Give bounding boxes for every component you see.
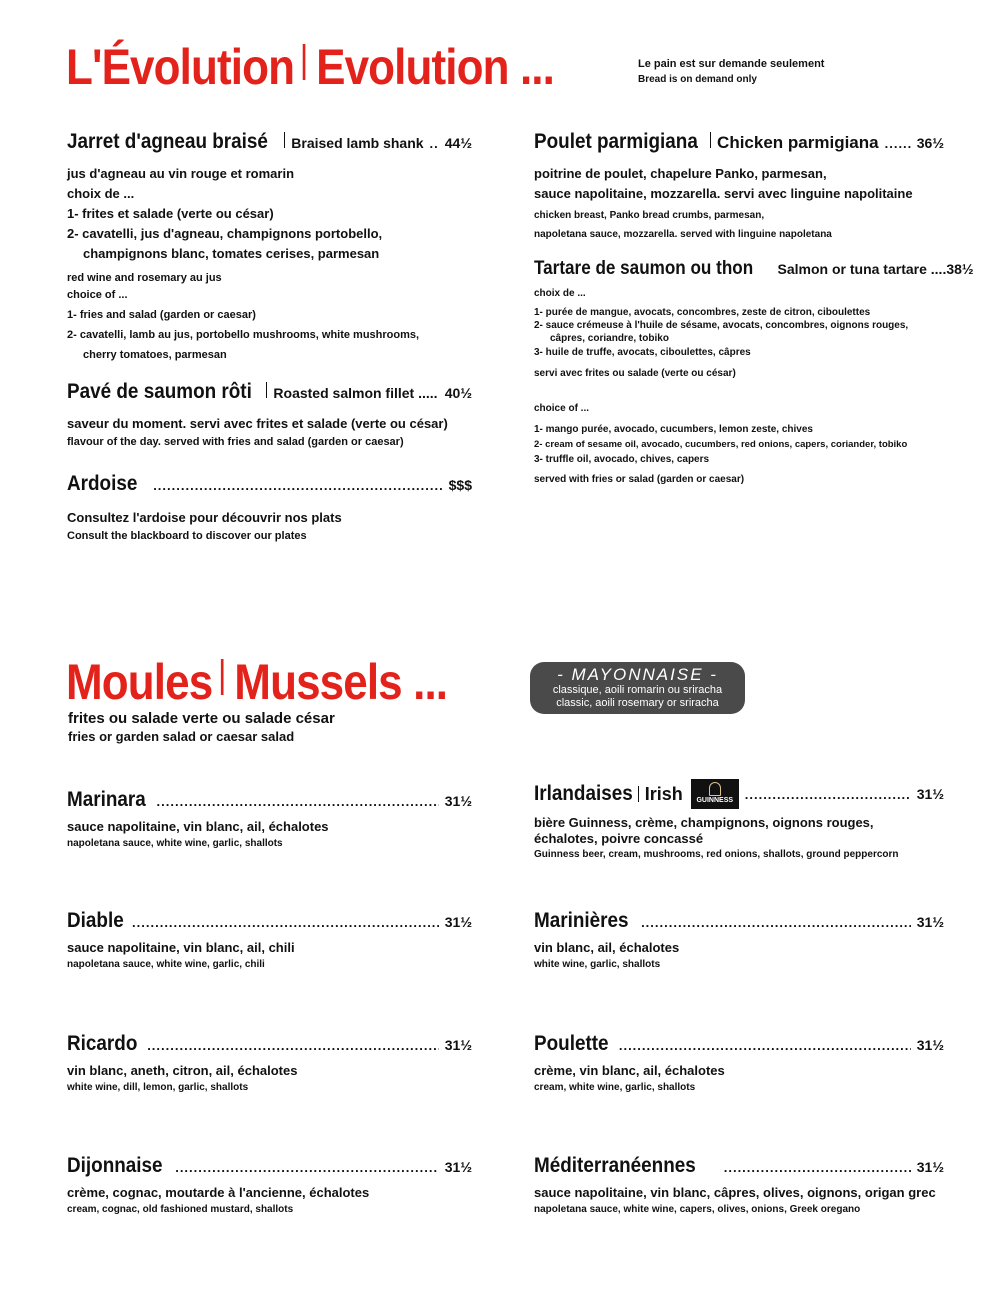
item-desc-fr: servi avec frites ou salade (verte ou césar) (534, 368, 736, 379)
evolution-title (66, 39, 554, 95)
item-name: Diable (67, 909, 124, 932)
menu-item-tartare (534, 258, 974, 487)
item-name: Irlandaises (534, 782, 633, 805)
item-price: 31½ (916, 786, 944, 802)
item-desc-fr: jus d'agneau au vin rouge et romarin (67, 166, 295, 181)
item-price: 38½ (946, 261, 974, 277)
item-name: Pavé de saumon rôti (67, 380, 252, 403)
item-name: Jarret d'agneau braisé (67, 130, 268, 153)
item-desc-fr: bière Guinness, crème, champignons, oignons rouges, (534, 815, 874, 830)
item-desc-fr: 2- cavatelli, jus d'agneau, champignons portobello, (67, 226, 383, 241)
mussel-item-marinieres (534, 909, 944, 972)
item-desc-en: napoletana sauce, mozzarella. served with linguine napoletana (534, 229, 832, 240)
item-desc-fr: crème, vin blanc, ail, échalotes (534, 1063, 725, 1078)
leader-dots (641, 915, 911, 930)
mussel-item-ricardo (67, 1032, 472, 1095)
mussels-title (66, 654, 448, 710)
item-desc-en: Guinness beer, cream, mushrooms, red onions, shallots, ground peppercorn (534, 849, 899, 860)
mayonnaise-options-en: classic, aoili rosemary or sriracha (556, 697, 719, 709)
evolution-title-fr: L'Évolution (66, 39, 295, 95)
leader-dots (157, 794, 439, 809)
item-desc-en: 1- mango purée, avocado, cucumbers, lemon zeste, chives (534, 424, 813, 435)
item-desc-en: Consult the blackboard to discover our plates (67, 530, 307, 542)
item-name-en: Chicken parmigiana (717, 133, 879, 152)
item-name-en: Roasted salmon fillet ..... (273, 385, 438, 401)
item-desc-en: cream, white wine, garlic, shallots (534, 1082, 696, 1093)
item-name: Poulette (534, 1032, 609, 1055)
item-name: Ardoise (67, 472, 138, 495)
leader-dots (147, 1038, 439, 1053)
item-name: Ricardo (67, 1032, 138, 1055)
menu-item-salmon-fillet (67, 380, 472, 451)
mussels-title-en: Mussels ... (234, 654, 448, 710)
guinness-logo (691, 779, 739, 809)
item-desc-en: white wine, dill, lemon, garlic, shallots (67, 1082, 249, 1093)
item-desc-en: 2- cream of sesame oil, avocado, cucumbers, red onions, capers, coriander, tobiko (534, 439, 908, 450)
item-price: 31½ (444, 1159, 472, 1175)
title-separator (303, 44, 306, 80)
item-desc-fr: choix de ... (534, 288, 586, 299)
item-price: 31½ (444, 1037, 472, 1053)
mussel-item-diable (67, 909, 472, 972)
item-desc-en: 2- cavatelli, lamb au jus, portobello mushrooms, white mushrooms, (67, 329, 420, 341)
mussel-item-irish (534, 779, 944, 862)
item-desc-fr: vin blanc, aneth, citron, ail, échalotes (67, 1063, 298, 1078)
item-name: Dijonnaise (67, 1154, 163, 1177)
item-desc-fr: 2- sauce crémeuse à l'huile de sésame, avocats, concombres, oignons rouges, (534, 320, 909, 331)
item-price: 31½ (444, 914, 472, 930)
pipe-separator (284, 132, 285, 148)
mussel-item-marinara (67, 788, 472, 851)
item-price: 36½ (916, 135, 944, 151)
item-desc-fr: échalotes, poivre concassé (534, 831, 704, 846)
item-desc-en: napoletana sauce, white wine, garlic, shallots (67, 838, 283, 849)
item-desc-fr: sauce napolitaine, vin blanc, ail, échalotes (67, 819, 329, 834)
mussels-subtitle (68, 709, 335, 745)
item-price: 31½ (444, 793, 472, 809)
item-desc-en: napoletana sauce, white wine, garlic, chili (67, 959, 265, 970)
item-name: Tartare de saumon ou thon (534, 258, 754, 279)
item-desc-en: napoletana sauce, white wine, capers, olives, onions, Greek oregano (534, 1204, 861, 1215)
item-name-en: Irish (644, 783, 683, 804)
item-desc-fr: choix de ... (67, 186, 135, 201)
mussels-title-fr: Moules (66, 654, 213, 710)
evolution-title-en: Evolution ... (316, 39, 554, 95)
item-price: 44½ (444, 135, 472, 151)
item-desc-en: white wine, garlic, shallots (534, 959, 661, 970)
item-name: Marinara (67, 788, 146, 811)
item-name: Méditerranéennes (534, 1154, 696, 1177)
item-desc-fr: sauce napolitaine, vin blanc, câpres, olives, oignons, origan grec (534, 1185, 936, 1200)
item-desc-fr: Consultez l'ardoise pour découvrir nos plats (67, 510, 342, 525)
item-desc-en: flavour of the day. served with fries and salad (garden or caesar) (67, 436, 404, 448)
item-price: $$$ (448, 477, 472, 493)
mussel-item-mediterraneennes (534, 1154, 944, 1217)
pipe-separator (710, 132, 711, 148)
item-desc-fr: 3- huile de truffe, avocats, ciboulettes, câpres (534, 347, 751, 358)
leader-dots (724, 1160, 911, 1175)
item-desc-fr: champignons blanc, tomates cerises, parmesan (83, 246, 380, 261)
leader-dots (430, 136, 439, 151)
item-desc-fr: câpres, coriandre, tobiko (550, 333, 669, 344)
bread-notice-en: Bread is on demand only (638, 74, 757, 85)
item-desc-en: 3- truffle oil, avocado, chives, capers (534, 454, 710, 465)
item-desc-fr: 1- purée de mangue, avocats, concombres, zeste de citron, ciboulettes (534, 307, 871, 318)
title-separator (221, 659, 224, 695)
item-desc-en: cream, cognac, old fashioned mustard, shallots (67, 1204, 294, 1215)
item-name: Poulet parmigiana (534, 130, 698, 153)
item-desc-en: served with fries or salad (garden or caesar) (534, 474, 745, 485)
guinness-logo-text: GUINNESS (696, 797, 734, 804)
item-desc-fr: vin blanc, ail, échalotes (534, 940, 680, 955)
leader-dots (175, 1160, 439, 1175)
item-desc-en: choice of ... (534, 403, 590, 414)
menu-item-ardoise (67, 472, 472, 545)
mayonnaise-badge (530, 662, 745, 714)
item-desc-en: red wine and rosemary au jus (67, 272, 222, 284)
item-desc-en: choice of ... (67, 289, 128, 301)
mussels-subtitle-fr: frites ou salade verte ou salade césar (68, 710, 335, 727)
item-desc-fr: 1- frites et salade (verte ou césar) (67, 206, 274, 221)
harp-icon (709, 782, 721, 796)
mayonnaise-options-fr: classique, aoili romarin ou sriracha (552, 684, 723, 696)
mussel-item-poulette (534, 1032, 944, 1095)
item-price: 31½ (916, 1159, 944, 1175)
leader-dots (619, 1038, 911, 1053)
pipe-separator (638, 786, 639, 802)
leader-dots (132, 915, 439, 930)
pipe-separator (266, 382, 267, 398)
leader-dots (745, 787, 911, 802)
item-price: 40½ (444, 385, 472, 401)
item-desc-fr: saveur du moment. servi avec frites et salade (verte ou césar) (67, 416, 448, 431)
item-name-en: Braised lamb shank (291, 135, 424, 151)
bread-notice (638, 57, 824, 87)
menu-item-chicken-parmigiana (534, 130, 944, 244)
item-desc-en: cherry tomatoes, parmesan (83, 349, 227, 361)
menu-item-lamb-shank (67, 130, 472, 364)
item-desc-en: chicken breast, Panko bread crumbs, parmesan, (534, 210, 765, 221)
item-price: 31½ (916, 914, 944, 930)
leader-dots (885, 136, 911, 151)
item-price: 31½ (916, 1037, 944, 1053)
item-name: Marinières (534, 909, 629, 932)
mayonnaise-title: - MAYONNAISE - (557, 665, 718, 684)
item-desc-en: 1- fries and salad (garden or caesar) (67, 309, 256, 321)
mussel-item-dijonnaise (67, 1154, 472, 1217)
bread-notice-fr: Le pain est sur demande seulement (638, 58, 825, 70)
item-desc-fr: poitrine de poulet, chapelure Panko, parmesan, (534, 166, 827, 181)
item-desc-fr: crème, cognac, moutarde à l'ancienne, échalotes (67, 1185, 370, 1200)
mussels-subtitle-en: fries or garden salad or caesar salad (68, 729, 295, 744)
item-desc-fr: sauce napolitaine, mozzarella. servi avec linguine napolitaine (534, 186, 913, 201)
item-desc-fr: sauce napolitaine, vin blanc, ail, chili (67, 940, 295, 955)
leader-dots (153, 478, 442, 493)
item-name-en: Salmon or tuna tartare .... (777, 261, 947, 277)
